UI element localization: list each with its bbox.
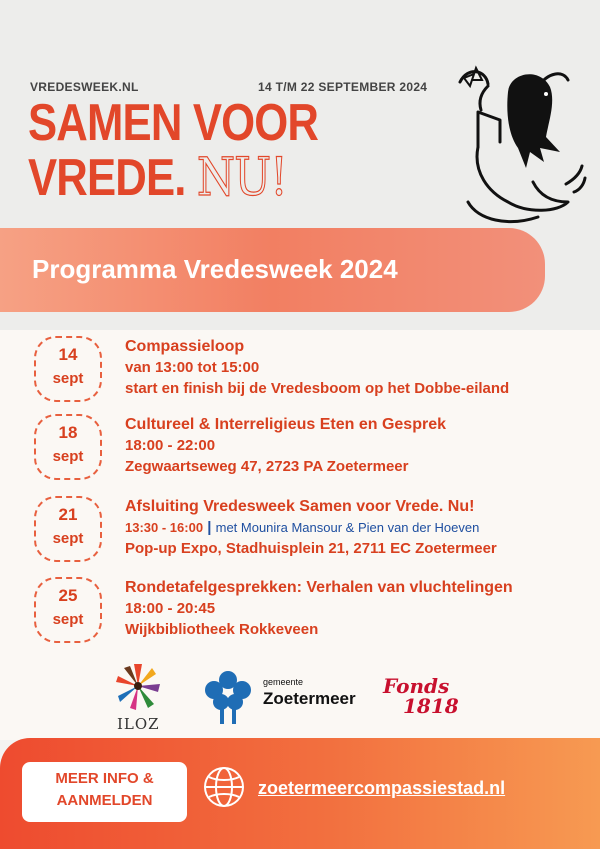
event-location: Wijkbibliotheek Rokkeveen <box>125 621 319 638</box>
fonds-year: 1818 <box>403 694 459 718</box>
zoetermeer-logo-icon <box>200 668 256 726</box>
date-month: sept <box>52 370 84 387</box>
date-month: sept <box>52 448 84 465</box>
site-name: VREDESWEEK.NL <box>30 80 139 94</box>
date-badge <box>34 414 102 480</box>
zoetermeer-label: Zoetermeer <box>263 689 356 708</box>
iloz-logo-text: ILOZ <box>117 715 160 733</box>
date-day: 21 <box>58 505 78 524</box>
date-day: 25 <box>58 586 78 605</box>
event-time: 18:00 - 22:00 <box>125 437 216 454</box>
website-link[interactable]: zoetermeercompassiestad.nl <box>258 778 506 798</box>
separator: | <box>207 519 212 536</box>
date-badge <box>34 496 102 562</box>
event-dates: 14 T/M 22 SEPTEMBER 2024 <box>258 80 428 94</box>
event-details <box>125 496 497 559</box>
event-title: Afsluiting Vredesweek Samen voor Vrede. Nu! <box>125 498 475 515</box>
more-info-button[interactable] <box>22 762 187 822</box>
event-title: Compassieloop <box>125 338 245 355</box>
date-month: sept <box>52 530 84 547</box>
event-time: van 13:00 tot 15:00 <box>125 359 260 376</box>
event-details <box>125 336 509 399</box>
button-line-2: AANMELDEN <box>56 792 153 809</box>
iloz-flower-icon <box>116 660 160 714</box>
event-location: start en finish bij de Vredesboom op het Dobbe-eiland <box>125 380 510 397</box>
headline-vrede: VREDE. <box>28 149 186 207</box>
date-month: sept <box>52 611 84 628</box>
event-title: Cultureel & Interreligieus Eten en Gesprek <box>125 416 446 433</box>
date-day: 18 <box>58 423 78 442</box>
fonds-1818-logo <box>383 676 459 716</box>
date-badge <box>34 577 102 643</box>
button-line-1: MEER INFO & <box>55 770 154 787</box>
event-location: Zegwaartseweg 47, 2723 PA Zoetermeer <box>125 458 409 475</box>
dove-illustration-icon <box>448 52 588 232</box>
date-day: 14 <box>58 345 78 364</box>
event-guests: met Mounira Mansour & Pien van der Hoeven <box>215 520 480 535</box>
headline-nu: NU! <box>196 148 287 208</box>
headline-line-1: SAMEN VOOR <box>28 94 319 152</box>
event-location: Pop-up Expo, Stadhuisplein 21, 2711 EC Zoetermeer <box>125 540 497 557</box>
headline-line-2 <box>28 150 287 206</box>
event-details <box>125 414 446 477</box>
gemeente-label: gemeente <box>263 677 304 687</box>
event-title: Rondetafelgesprekken: Verhalen van vluchtelingen <box>125 579 513 596</box>
program-title: Programma Vredesweek 2024 <box>32 254 398 284</box>
event-details <box>125 577 513 640</box>
fonds-word: Fonds <box>383 674 450 698</box>
event-time: 13:30 - 16:00 <box>125 520 204 535</box>
date-badge <box>34 336 102 402</box>
globe-icon <box>203 766 245 808</box>
event-time: 18:00 - 20:45 <box>125 600 216 617</box>
event-time-line <box>125 517 497 538</box>
